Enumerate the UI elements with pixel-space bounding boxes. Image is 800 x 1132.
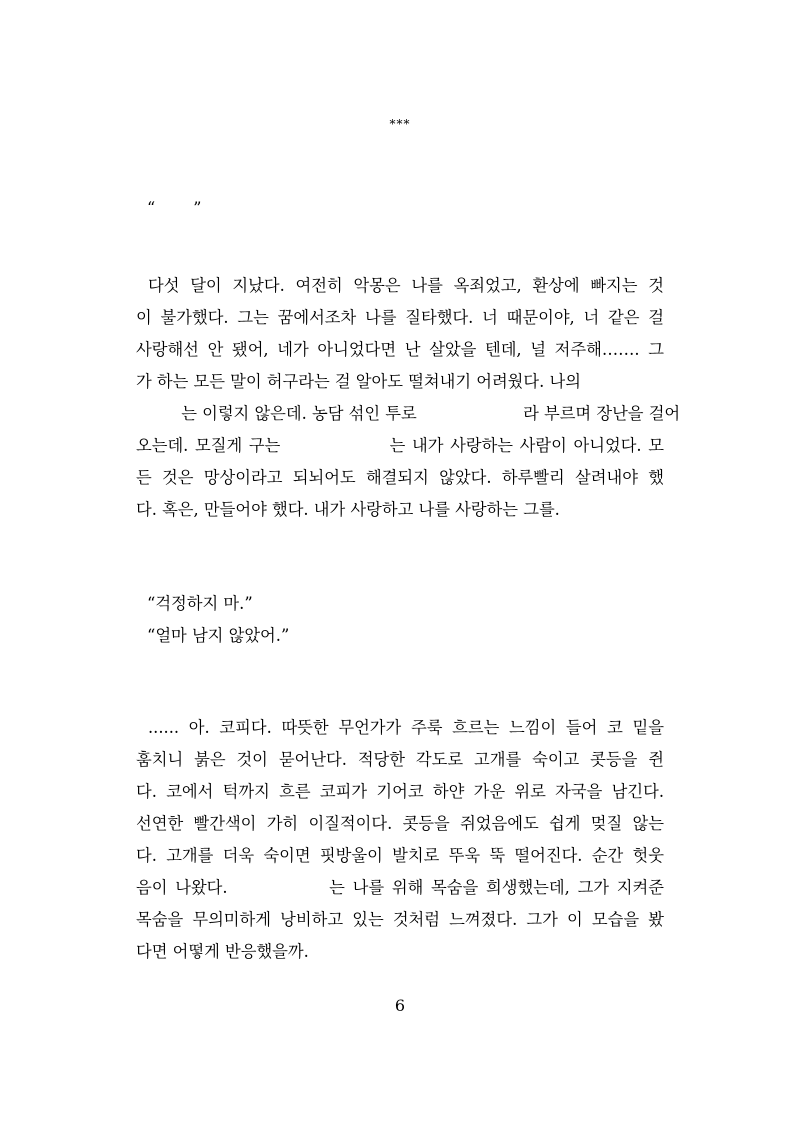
open-quote-mark: “: [147, 198, 156, 217]
close-quote-mark: ”: [193, 198, 202, 217]
paragraph-line: 다. 고개를 더욱 숙이면 핏방울이 발치로 뚜욱 뚝 떨어진다. 순간 헛웃: [136, 846, 664, 865]
line-segment: 오는데. 모질게 구는: [136, 436, 281, 455]
paragraph-line: 다섯 달이 지났다. 여전히 악몽은 나를 옥죄었고, 환상에 빠지는 것: [148, 276, 664, 295]
line-segment: 라 부르며 장난을 걸어: [523, 404, 681, 423]
paragraph-line: [136, 430, 664, 462]
paragraph-line: [136, 398, 681, 430]
line-segment: 는 나를 위해 목숨을 희생했는데, 그가 지켜준: [329, 878, 664, 897]
page-number: 6: [394, 996, 406, 1015]
dialogue-line-2: “얼마 남지 않았어.”: [147, 626, 290, 645]
paragraph-line: 선연한 빨간색이 가히 이질적이다. 콧등을 쥐었음에도 쉽게 멎질 않는: [136, 814, 664, 833]
paragraph-line: 사랑해선 안 됐어, 네가 아니었다면 난 살았을 텐데, 널 저주해……. 그: [136, 340, 664, 359]
empty-quotation: [147, 198, 201, 217]
paragraph-line: 든 것은 망상이라고 되뇌어도 해결되지 않았다. 하루빨리 살려내야 했: [136, 468, 664, 487]
paragraph-line: [136, 872, 664, 904]
paragraph-line: 다. 혹은, 만들어야 했다. 내가 사랑하고 나를 사랑하는 그를.: [136, 500, 560, 519]
line-segment: 음이 나왔다.: [136, 878, 228, 897]
line-segment: 는 내가 사랑하는 사람이 아니었다. 모: [389, 436, 664, 455]
paragraph-line: 가 하는 모든 말이 허구라는 걸 알아도 떨쳐내기 어려웠다. 나의: [136, 372, 581, 391]
line-segment: 는 이렇지 않은데. 농담 섞인 투로: [181, 404, 417, 423]
paragraph-1: [136, 270, 681, 526]
paragraph-line: 다. 코에서 턱까지 흐른 코피가 기어코 하얀 가운 위로 자국을 남긴다.: [136, 782, 664, 801]
paragraph-line: 훔치니 붉은 것이 묻어난다. 적당한 각도로 고개를 숙이고 콧등을 쥔: [136, 750, 664, 769]
paragraph-line: 다면 어떻게 반응했을까.: [136, 942, 309, 961]
paragraph-2: [136, 712, 664, 968]
paragraph-line: 목숨을 무의미하게 낭비하고 있는 것처럼 느껴졌다. 그가 이 모습을 봤: [136, 910, 664, 929]
section-divider: ***: [389, 117, 411, 131]
paragraph-line: ...... 아. 코피다. 따뜻한 무언가가 주룩 흐르는 느낌이 들어 코 밑을: [148, 718, 664, 737]
dialogue-line-1: “걱정하지 마.”: [147, 594, 253, 613]
paragraph-line: 이 불가했다. 그는 꿈에서조차 나를 질타했다. 너 때문이야, 너 같은 걸: [136, 308, 664, 327]
